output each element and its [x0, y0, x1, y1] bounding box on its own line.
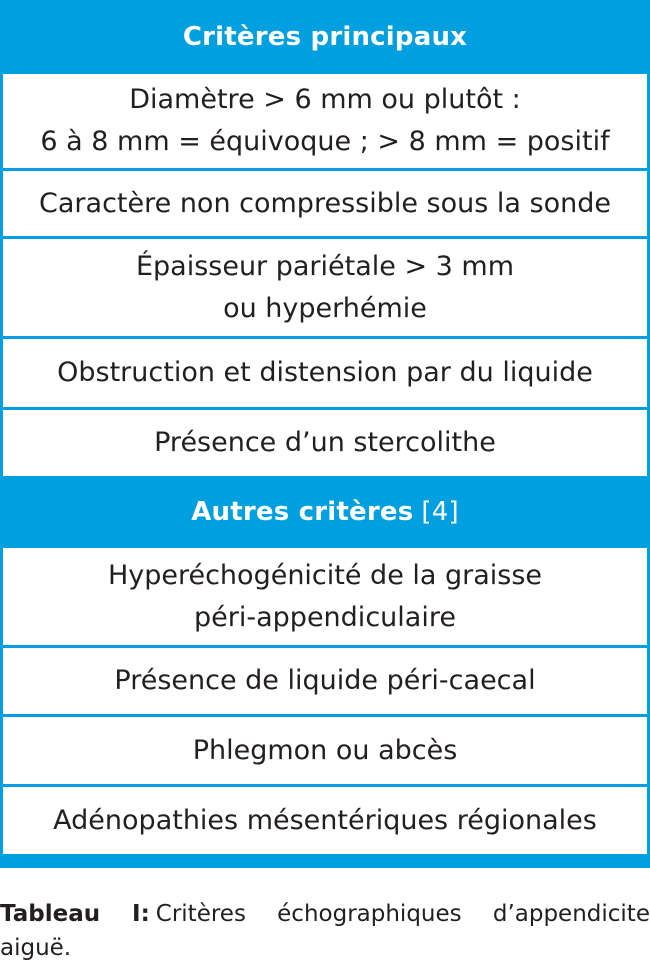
caption-label: Tableau I:	[0, 901, 150, 927]
table-caption	[0, 897, 650, 965]
row-text: Présence de liquide péri-caecal	[114, 665, 536, 696]
table-row	[3, 171, 647, 236]
table-row	[3, 410, 647, 476]
section-header-other-criteria	[3, 476, 647, 548]
section-title: Autres critères	[191, 497, 414, 527]
section-header-main-criteria	[3, 0, 647, 74]
table-row	[3, 717, 647, 784]
row-text: Adénopathies mésentériques régionales	[53, 804, 597, 836]
section-reference: [4]	[421, 497, 459, 527]
table-row	[3, 787, 647, 854]
table-row	[3, 239, 647, 336]
table-row	[3, 548, 647, 645]
row-text: Épaisseur pariétale > 3 mm ou hyperhémie	[135, 250, 515, 324]
row-text: Caractère non compressible sous la sonde	[39, 187, 611, 219]
section-title: Critères principaux	[182, 22, 468, 52]
row-text: Hyperéchogénicité de la graisse péri-appendiculaire	[107, 559, 543, 633]
row-text: Phlegmon ou abcès	[192, 734, 458, 766]
caption-text: Critères échographiques d’appendicite aiguë.	[0, 901, 650, 961]
table-row	[3, 648, 647, 714]
row-text: Obstruction et distension par du liquide	[57, 357, 593, 388]
table-row	[3, 74, 647, 168]
row-text: Diamètre > 6 mm ou plutôt : 6 à 8 mm = équivoque ; > 8 mm = positif	[40, 84, 610, 157]
row-text: Présence d’un stercolithe	[154, 427, 496, 458]
table-row	[3, 339, 647, 407]
